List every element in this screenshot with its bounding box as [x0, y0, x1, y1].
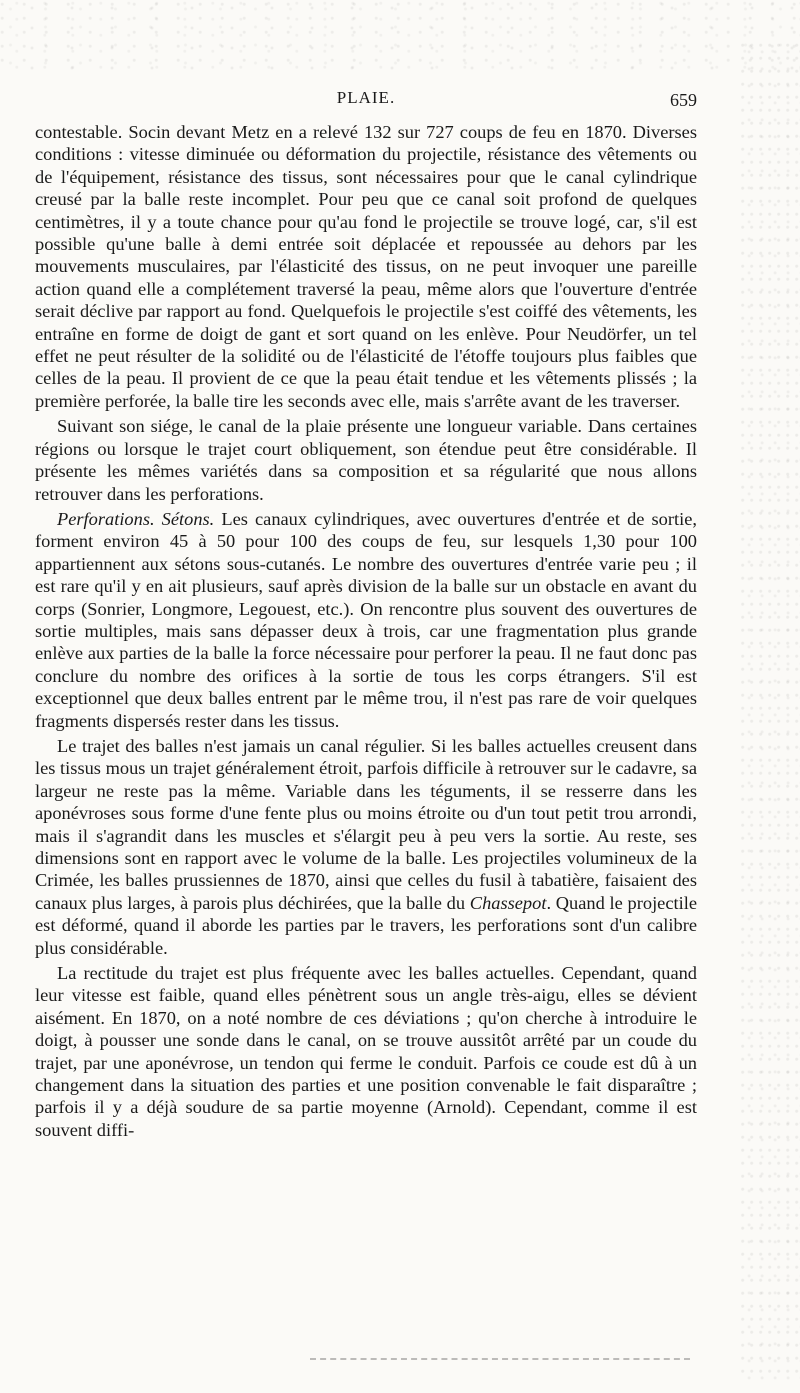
paragraph-3-lead: Perforations. Sétons.: [57, 508, 215, 529]
paragraph-2: [35, 415, 697, 505]
paragraph-3: [35, 508, 697, 732]
scan-noise-bottom: [310, 1358, 690, 1366]
paragraph-4-tail: . Quand le projectile est déformé, quand il aborde les parties par le travers, les perforations sont d'un calibre plus considérable.: [35, 892, 697, 958]
page-header: [35, 88, 697, 118]
paragraph-4-emphasis: Chassepot: [469, 892, 547, 913]
paragraph-4-text: Le trajet des balles n'est jamais un canal régulier. Si les balles actuelles creusent dans les tissus mous un trajet généralement étroit, parfois difficile à retrouver sur le cadavre, sa largeur ne reste pas la même. Variable dans les téguments, il se resserre dans les aponévroses sous forme d'une fente plus ou moins étroite ou d'un tout petit trou arrondi, mais il s'agrandit dans les muscles et s'élargit peu à peu vers la sortie. Au reste, ses dimensions sont en rapport avec le volume de la balle. Les projectiles volumineux de la Crimée, les balles prussiennes de 1870, ainsi que celles du fusil à tabatière, faisaient des canaux plus larges, à parois plus déchirées, que la balle du: [35, 735, 697, 913]
paragraph-2-text: Suivant son siége, le canal de la plaie présente une longueur variable. Dans certaines régions ou lorsque le trajet court obliquement, son étendue peut être considérable. Il présente les mêmes variétés dans sa composition et sa régularité que nous allons retrouver dans les perforations.: [35, 416, 697, 504]
paragraph-3-text: Les canaux cylindriques, avec ouvertures d'entrée et de sortie, forment environ 45 à 50 pour 100 des coups de feu, sur lesquels 1,30 pour 100 appartiennent aux sétons sous-cutanés. Le nombre des ouvertures d'entrée varie peu ; il est rare qu'il y en ait plusieurs, sauf après division de la balle sur un obstacle en avant du corps (Sonrier, Longmore, Legouest, etc.). On rencontre plus souvent des ouvertures de sortie multiples, mais sans dépasser deux à trois, car une fragmentation plus grande enlève aux parties de la balle la force nécessaire pour perforer la peau. Il ne faut donc pas conclure du nombre des orifices à la sortie de tous les corps étrangers. S'il est exceptionnel que deux balles entrent par le même trou, il n'est pas rare de voir quelques fragments dispersés rester dans les tissus.: [35, 508, 697, 731]
page-number: 659: [670, 90, 697, 110]
running-title: PLAIE.: [336, 88, 396, 107]
scan-noise-right: [740, 40, 800, 1380]
body-text: [35, 121, 697, 1141]
paragraph-1: [35, 121, 697, 412]
paragraph-5: [35, 962, 697, 1141]
scan-noise-top: [0, 0, 800, 70]
paragraph-5-text: La rectitude du trajet est plus fréquente avec les balles actuelles. Cependant, quand leur vitesse est faible, quand elles pénètrent sous un angle très-aigu, elles se dévient aisément. En 1870, on a noté nombre de ces déviations ; qu'on cherche à introduire le doigt, à pousser une sonde dans le canal, on se trouve aussitôt arrêté par un coude du trajet, par une aponévrose, un tendon qui ferme le conduit. Parfois ce coude est dû à un changement dans la situation des parties et une position convenable le fait disparaître ; parfois il y a déjà soudure de sa partie moyenne (Arnold). Cependant, comme il est souvent diffi-: [35, 963, 697, 1140]
paragraph-1-text: contestable. Socin devant Metz en a relevé 132 sur 727 coups de feu en 1870. Diverses conditions : vitesse diminuée ou déformation du projectile, résistance des vêtements ou de l'équipement, résistance des tissus, sont nécessaires pour que le canal cylindrique creusé par la balle reste incomplet. Pour peu que ce canal soit profond de quelques centimètres, il y a toute chance pour qu'au fond le projectile se trouve logé, car, s'il est possible qu'une balle à demi entrée soit déplacée et repoussée au dehors par les mouvements musculaires, par l'élasticité des tissus, on ne peut invoquer une pareille action quand elle a complétement traversé la peau, même alors que l'ouverture d'entrée serait déclive par rapport au fond. Quelquefois le projectile s'est coiffé des vêtements, les entraîne en forme de doigt de gant et sort quand on les enlève. Pour Neudörfer, un tel effet ne peut résulter de la solidité ou de l'élasticité de l'étoffe toujours plus faibles que celles de la peau. Il provient de ce que la peau était tendue et les vêtements plissés ; la première perforée, la balle tire les seconds avec elle, mais s'arrête avant de les traverser.: [35, 122, 697, 411]
paragraph-4: [35, 735, 697, 959]
